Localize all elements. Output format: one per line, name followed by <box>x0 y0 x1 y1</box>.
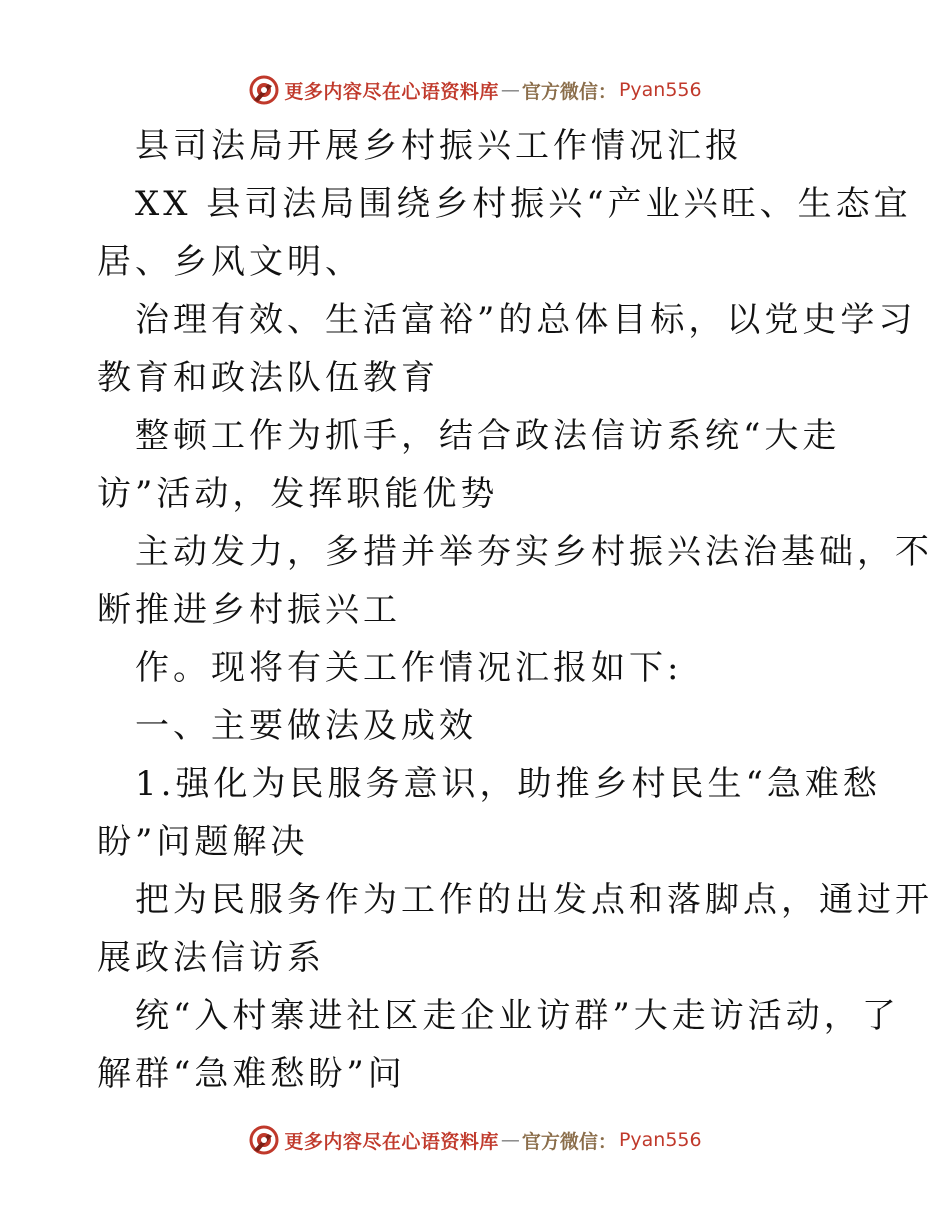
paragraph-line: 教育和政法队伍教育 <box>97 358 439 398</box>
paragraph-line: 主动发力，多措并举夯实乡村振兴法治基础，不 <box>135 532 933 572</box>
paragraph-line: 作。现将有关工作情况汇报如下: <box>135 648 683 688</box>
paragraph-line: 断推进乡村振兴工 <box>97 590 401 630</box>
watermark-text: 更多内容尽在心语资料库 <box>284 1130 499 1153</box>
paragraph-line: 把为民服务作为工作的出发点和落脚点，通过开 <box>135 880 933 920</box>
section-heading: 一、主要做法及成效 <box>135 706 477 746</box>
watermark-wechat-id: Pyan556 <box>618 1129 702 1151</box>
paragraph-line: 解群“急难愁盼”问 <box>97 1054 406 1094</box>
quill-seal-icon <box>248 1124 280 1156</box>
watermark-separator: — <box>500 1129 520 1151</box>
paragraph-line: 统“入村寨进社区走企业访群”大走访活动，了 <box>135 996 900 1036</box>
quill-seal-icon <box>248 74 280 106</box>
watermark-wechat-label: 官方微信： <box>521 1130 617 1153</box>
subsection-heading-cont: 盼”问题解决 <box>97 822 309 862</box>
subsection-heading: 1.强化为民服务意识，助推乡村民生“急难愁 <box>135 764 881 804</box>
paragraph-line: 居、乡风文明、 <box>97 242 363 282</box>
paragraph-line: XX 县司法局围绕乡村振兴“产业兴旺、生态宜 <box>135 184 912 224</box>
watermark-wechat-id: Pyan556 <box>618 79 702 101</box>
watermark-banner-top <box>0 70 950 110</box>
paragraph-line: 访”活动，发挥职能优势 <box>97 474 499 514</box>
paragraph-line: 整顿工作为抓手，结合政法信访系统“大走 <box>135 416 841 456</box>
watermark-banner-bottom <box>0 1120 950 1160</box>
paragraph-line: 治理有效、生活富裕”的总体目标，以党史学习 <box>135 300 917 340</box>
paragraph-line: 展政法信访系 <box>97 938 325 978</box>
document-body <box>97 117 933 1103</box>
document-title: 县司法局开展乡村振兴工作情况汇报 <box>135 126 743 166</box>
watermark-wechat-label: 官方微信： <box>521 80 617 103</box>
watermark-text: 更多内容尽在心语资料库 <box>284 80 499 103</box>
watermark-separator: — <box>500 79 520 101</box>
